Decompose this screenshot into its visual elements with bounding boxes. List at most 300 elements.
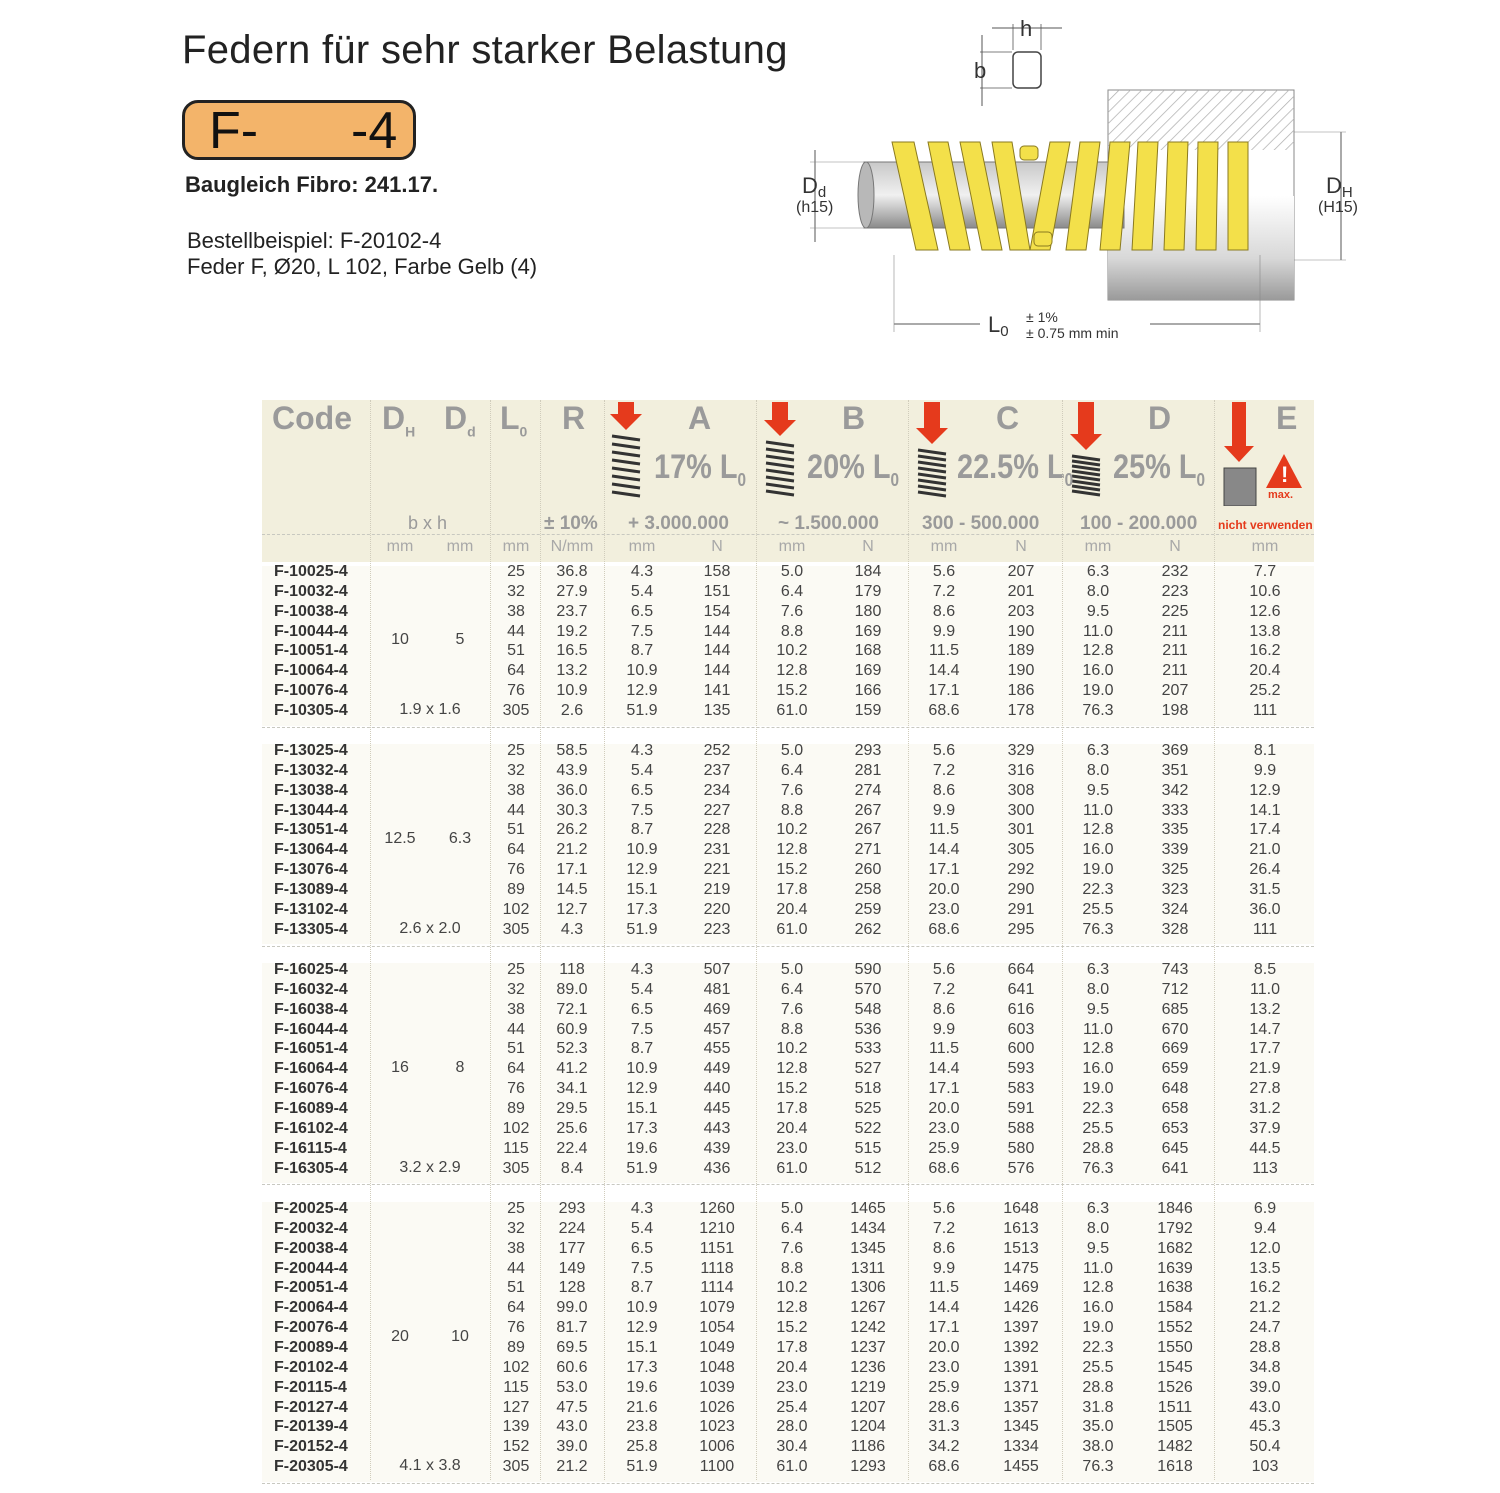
row-cell: 593 xyxy=(1007,1060,1035,1078)
row-cell: 14.5 xyxy=(556,880,588,898)
row-cell: 99.0 xyxy=(556,1299,588,1317)
row-cell: 221 xyxy=(703,861,731,879)
cycles-d: 100 - 200.000 xyxy=(1080,513,1198,534)
row-cell: 19.6 xyxy=(626,1139,658,1157)
table-row xyxy=(262,1298,1314,1318)
row-cell: 23.0 xyxy=(776,1378,808,1396)
row-cell: 1638 xyxy=(1157,1279,1193,1297)
row-cell: 15.1 xyxy=(626,1099,658,1117)
row-cell: 6.5 xyxy=(630,1000,654,1018)
row-cell: 60.9 xyxy=(556,1020,588,1038)
row-cell: 7.2 xyxy=(932,761,956,779)
row-cell: 8.8 xyxy=(780,801,804,819)
row-cell: 469 xyxy=(703,1000,731,1018)
group-dd: 8 xyxy=(455,1059,465,1077)
row-cell: 1682 xyxy=(1157,1239,1193,1257)
svg-text:!: ! xyxy=(1281,462,1289,487)
row-cell: 23.0 xyxy=(776,1139,808,1157)
group-dd: 10 xyxy=(451,1328,469,1346)
row-cell: 1006 xyxy=(699,1438,735,1456)
row-code: F-20064-4 xyxy=(274,1299,348,1317)
row-cell: 1482 xyxy=(1157,1438,1193,1456)
row-cell: 6.5 xyxy=(630,781,654,799)
row-cell: 23.7 xyxy=(556,602,588,620)
table-row xyxy=(262,1119,1314,1139)
row-cell: 32 xyxy=(507,980,525,998)
table-row xyxy=(262,582,1314,602)
row-cell: 51.9 xyxy=(626,1159,658,1177)
row-cell: 34.2 xyxy=(928,1438,960,1456)
row-code: F-10305-4 xyxy=(274,701,348,719)
row-cell: 169 xyxy=(854,622,882,640)
unit-label: mm xyxy=(1084,538,1112,555)
row-cell: 38 xyxy=(507,1239,525,1257)
row-cell: 8.8 xyxy=(780,622,804,640)
row-cell: 6.4 xyxy=(780,1219,804,1237)
row-cell: 1186 xyxy=(850,1438,886,1456)
equivalent-note: Baugleich Fibro: 241.17. xyxy=(185,172,439,197)
row-cell: 8.4 xyxy=(560,1159,584,1177)
row-cell: 645 xyxy=(1161,1139,1189,1157)
row-cell: 31.8 xyxy=(1082,1398,1114,1416)
row-code: F-20127-4 xyxy=(274,1398,348,1416)
row-cell: 16.2 xyxy=(1249,1279,1281,1297)
row-cell: 12.8 xyxy=(1082,821,1114,839)
row-code: F-20115-4 xyxy=(274,1378,347,1396)
row-cell: 12.8 xyxy=(1082,1040,1114,1058)
row-cell: 169 xyxy=(854,662,882,680)
row-cell: 43.0 xyxy=(1249,1398,1281,1416)
row-cell: 1236 xyxy=(850,1358,886,1376)
row-cell: 600 xyxy=(1007,1040,1035,1058)
row-cell: 5.6 xyxy=(932,563,956,580)
row-cell: 4.3 xyxy=(630,563,654,580)
row-cell: 7.2 xyxy=(932,1219,956,1237)
row-cell: 743 xyxy=(1161,961,1189,978)
row-cell: 38 xyxy=(507,781,525,799)
row-cell: 9.4 xyxy=(1253,1219,1277,1237)
row-code: F-20025-4 xyxy=(274,1200,348,1217)
row-cell: 2.6 xyxy=(560,701,584,719)
row-cell: 8.5 xyxy=(1253,961,1277,978)
table-row xyxy=(262,761,1314,781)
row-cell: 13.2 xyxy=(1249,1000,1281,1018)
row-cell: 9.9 xyxy=(932,1020,956,1038)
row-cell: 8.6 xyxy=(932,1000,956,1018)
row-cell: 17.1 xyxy=(556,861,588,879)
row-cell: 293 xyxy=(854,742,882,759)
row-cell: 16.0 xyxy=(1082,1060,1114,1078)
row-cell: 5.4 xyxy=(630,980,654,998)
row-cell: 76 xyxy=(507,861,525,879)
row-cell: 135 xyxy=(703,701,731,719)
row-cell: 8.0 xyxy=(1086,582,1110,600)
unit-label: N xyxy=(1015,538,1027,555)
unit-label: mm xyxy=(386,538,414,555)
row-code: F-16025-4 xyxy=(274,961,348,978)
cycles-c: 300 - 500.000 xyxy=(922,513,1040,534)
row-cell: 308 xyxy=(1007,781,1035,799)
row-code: F-16032-4 xyxy=(274,980,348,998)
row-code: F-13025-4 xyxy=(274,742,348,759)
row-cell: 1023 xyxy=(699,1418,735,1436)
row-cell: 583 xyxy=(1007,1080,1035,1098)
row-cell: 25.8 xyxy=(626,1438,658,1456)
table-row xyxy=(262,661,1314,681)
row-cell: 21.2 xyxy=(1249,1299,1281,1317)
row-code: F-10025-4 xyxy=(274,563,348,580)
cycles-b: ~ 1.500.000 xyxy=(778,513,879,534)
row-cell: 670 xyxy=(1161,1020,1189,1038)
row-cell: 641 xyxy=(1161,1159,1189,1177)
row-cell: 37.9 xyxy=(1249,1119,1281,1137)
row-cell: 69.5 xyxy=(556,1338,588,1356)
row-cell: 22.3 xyxy=(1082,1099,1114,1117)
row-cell: 23.0 xyxy=(928,1358,960,1376)
row-cell: 1584 xyxy=(1157,1299,1193,1317)
row-cell: 333 xyxy=(1161,801,1189,819)
row-cell: 22.3 xyxy=(1082,1338,1114,1356)
row-cell: 34.1 xyxy=(556,1080,588,1098)
bore-diameter-label: DH xyxy=(1326,173,1353,201)
row-cell: 23.8 xyxy=(626,1418,658,1436)
row-cell: 102 xyxy=(502,1119,530,1137)
row-cell: 7.2 xyxy=(932,582,956,600)
row-cell: 12.0 xyxy=(1249,1239,1281,1257)
row-cell: 5.4 xyxy=(630,1219,654,1237)
row-cell: 25.2 xyxy=(1249,682,1281,700)
row-cell: 8.8 xyxy=(780,1020,804,1038)
row-cell: 25.5 xyxy=(1082,900,1114,918)
row-cell: 190 xyxy=(1007,622,1035,640)
row-cell: 34.8 xyxy=(1249,1358,1281,1376)
row-cell: 26.2 xyxy=(556,821,588,839)
row-cell: 223 xyxy=(703,920,731,938)
row-cell: 17.1 xyxy=(928,861,960,879)
row-cell: 14.4 xyxy=(928,1299,960,1317)
row-cell: 35.0 xyxy=(1082,1418,1114,1436)
row-cell: 52.3 xyxy=(556,1040,588,1058)
row-cell: 12.8 xyxy=(776,662,808,680)
col-dd: $D_d$ xyxy=(444,400,476,440)
row-cell: 21.6 xyxy=(626,1398,658,1416)
row-cell: 445 xyxy=(703,1099,731,1117)
group-dh: 20 xyxy=(391,1328,409,1346)
row-cell: 436 xyxy=(703,1159,731,1177)
row-cell: 20.0 xyxy=(928,880,960,898)
row-cell: 68.6 xyxy=(928,1458,960,1476)
row-cell: 211 xyxy=(1162,642,1188,660)
row-cell: 1613 xyxy=(1003,1219,1039,1237)
row-cell: 186 xyxy=(1007,682,1035,700)
row-cell: 51.9 xyxy=(626,701,658,719)
row-cell: 8.0 xyxy=(1086,1219,1110,1237)
row-cell: 20.4 xyxy=(1249,662,1281,680)
row-code: F-20032-4 xyxy=(274,1219,348,1237)
row-cell: 8.7 xyxy=(630,1040,654,1058)
row-cell: 10.2 xyxy=(776,1279,808,1297)
row-cell: 8.0 xyxy=(1086,761,1110,779)
row-cell: 440 xyxy=(703,1080,731,1098)
row-cell: 305 xyxy=(502,920,530,938)
row-cell: 1260 xyxy=(699,1200,735,1217)
bore-tolerance-label: (H15) xyxy=(1318,199,1359,216)
row-cell: 203 xyxy=(1007,602,1035,620)
compression-icon-c xyxy=(914,402,950,502)
row-cell: 16.0 xyxy=(1082,662,1114,680)
row-cell: 17.7 xyxy=(1249,1040,1281,1058)
table-row xyxy=(262,880,1314,900)
row-cell: 290 xyxy=(1007,880,1035,898)
row-cell: 64 xyxy=(507,841,525,859)
row-cell: 17.3 xyxy=(626,900,658,918)
spring-table xyxy=(262,400,1314,1480)
row-cell: 14.7 xyxy=(1249,1020,1281,1038)
row-cell: 4.3 xyxy=(560,920,584,938)
row-cell: 25 xyxy=(507,961,525,978)
row-cell: 1511 xyxy=(1157,1398,1193,1416)
row-cell: 144 xyxy=(703,622,731,640)
row-cell: 6.3 xyxy=(1086,961,1110,978)
row-cell: 61.0 xyxy=(776,920,808,938)
row-cell: 1311 xyxy=(850,1259,886,1277)
row-cell: 15.2 xyxy=(776,682,808,700)
row-cell: 159 xyxy=(854,701,882,719)
row-cell: 72.1 xyxy=(556,1000,588,1018)
row-code: F-10038-4 xyxy=(274,602,348,620)
row-cell: 178 xyxy=(1007,701,1035,719)
row-cell: 8.7 xyxy=(630,1279,654,1297)
row-cell: 1465 xyxy=(850,1200,886,1217)
row-cell: 23.0 xyxy=(928,900,960,918)
row-cell: 329 xyxy=(1007,742,1035,759)
row-cell: 51 xyxy=(507,1279,525,1297)
row-cell: 11.5 xyxy=(929,821,959,839)
row-cell: 19.2 xyxy=(556,622,588,640)
row-cell: 25.5 xyxy=(1082,1358,1114,1376)
row-cell: 43.0 xyxy=(556,1418,588,1436)
row-cell: 58.5 xyxy=(556,742,588,759)
row-cell: 12.9 xyxy=(626,861,658,879)
row-cell: 648 xyxy=(1161,1080,1189,1098)
row-cell: 5.4 xyxy=(630,582,654,600)
row-cell: 32 xyxy=(507,761,525,779)
row-cell: 154 xyxy=(703,602,731,620)
row-cell: 1391 xyxy=(1003,1358,1039,1376)
row-cell: 28.8 xyxy=(1082,1378,1114,1396)
row-cell: 11.0 xyxy=(1083,1259,1113,1277)
row-cell: 102 xyxy=(502,1358,530,1376)
row-cell: 152 xyxy=(502,1438,530,1456)
row-cell: 51 xyxy=(507,1040,525,1058)
row-cell: 7.7 xyxy=(1253,563,1277,580)
row-cell: 68.6 xyxy=(928,1159,960,1177)
row-cell: 20.4 xyxy=(776,900,808,918)
group-wire-section: 3.2 x 2.9 xyxy=(399,1158,461,1176)
row-cell: 25.9 xyxy=(928,1139,960,1157)
row-cell: 1118 xyxy=(700,1259,734,1277)
row-cell: 12.9 xyxy=(626,1080,658,1098)
row-cell: 20.0 xyxy=(928,1099,960,1117)
row-cell: 76 xyxy=(507,682,525,700)
row-cell: 11.0 xyxy=(1083,622,1113,640)
row-cell: 7.5 xyxy=(630,801,654,819)
row-code: F-10064-4 xyxy=(274,662,348,680)
order-example-line2: Feder F, Ø20, L 102, Farbe Gelb (4) xyxy=(187,254,538,279)
table-row xyxy=(262,801,1314,821)
row-code: F-13038-4 xyxy=(274,781,348,799)
rod-diameter-label: Dd xyxy=(802,173,827,201)
row-cell: 10.6 xyxy=(1249,582,1281,600)
row-code: F-10044-4 xyxy=(274,622,348,640)
row-cell: 32 xyxy=(507,582,525,600)
row-cell: 1079 xyxy=(699,1299,735,1317)
row-cell: 19.6 xyxy=(626,1378,658,1396)
row-cell: 25 xyxy=(507,563,525,580)
table-row xyxy=(262,1000,1314,1020)
row-cell: 25 xyxy=(507,742,525,759)
unit-label: mm xyxy=(502,538,530,555)
row-cell: 28.0 xyxy=(776,1418,808,1436)
row-cell: 13.8 xyxy=(1249,622,1281,640)
spring-diagram xyxy=(780,10,1380,340)
compression-icon-d xyxy=(1068,402,1104,502)
unit-label: mm xyxy=(446,538,474,555)
table-row xyxy=(262,1278,1314,1298)
row-cell: 31.5 xyxy=(1249,880,1281,898)
length-tolerance-min: ± 0.75 mm min xyxy=(1026,325,1119,340)
row-code: F-20051-4 xyxy=(274,1279,348,1297)
row-cell: 6.3 xyxy=(1086,1200,1110,1217)
row-cell: 1513 xyxy=(1003,1239,1039,1257)
row-cell: 20.4 xyxy=(776,1119,808,1137)
row-cell: 28.8 xyxy=(1249,1338,1281,1356)
row-cell: 300 xyxy=(1007,801,1035,819)
row-cell: 28.6 xyxy=(928,1398,960,1416)
row-cell: 267 xyxy=(854,801,882,819)
row-cell: 76.3 xyxy=(1082,1458,1114,1476)
r-tolerance: ± 10% xyxy=(544,513,598,534)
row-code: F-16076-4 xyxy=(274,1080,348,1098)
row-cell: 1648 xyxy=(1003,1200,1039,1217)
row-cell: 47.5 xyxy=(556,1398,588,1416)
row-cell: 76.3 xyxy=(1082,1159,1114,1177)
row-cell: 207 xyxy=(1161,682,1189,700)
row-cell: 10.9 xyxy=(626,841,658,859)
row-cell: 41.2 xyxy=(556,1060,588,1078)
table-row xyxy=(262,1079,1314,1099)
row-cell: 190 xyxy=(1007,662,1035,680)
row-cell: 316 xyxy=(1007,761,1035,779)
row-cell: 292 xyxy=(1007,861,1035,879)
row-cell: 180 xyxy=(854,602,882,620)
row-cell: 335 xyxy=(1161,821,1189,839)
col-a: A xyxy=(688,400,712,436)
row-cell: 128 xyxy=(558,1279,586,1297)
row-cell: 234 xyxy=(703,781,731,799)
group-dh: 10 xyxy=(391,631,409,649)
row-cell: 9.9 xyxy=(932,622,956,640)
row-cell: 6.4 xyxy=(780,582,804,600)
row-cell: 25.4 xyxy=(776,1398,808,1416)
row-cell: 6.3 xyxy=(1086,742,1110,759)
row-cell: 228 xyxy=(703,821,731,839)
group-dd: 6.3 xyxy=(448,830,472,848)
row-cell: 25.9 xyxy=(928,1378,960,1396)
row-cell: 64 xyxy=(507,1060,525,1078)
group-wire-section: 1.9 x 1.6 xyxy=(399,700,461,718)
wire-height-label: b xyxy=(974,58,987,83)
row-cell: 653 xyxy=(1161,1119,1189,1137)
col-code: Code xyxy=(272,400,352,436)
row-cell: 1207 xyxy=(850,1398,886,1416)
group-dh: 12.5 xyxy=(384,830,416,848)
row-cell: 198 xyxy=(1161,701,1189,719)
row-cell: 1334 xyxy=(1003,1438,1039,1456)
row-cell: 8.7 xyxy=(630,821,654,839)
row-cell: 21.2 xyxy=(556,841,588,859)
row-cell: 1293 xyxy=(850,1458,886,1476)
row-cell: 685 xyxy=(1161,1000,1189,1018)
row-cell: 1039 xyxy=(699,1378,735,1396)
table-row xyxy=(262,1417,1314,1437)
row-cell: 44.5 xyxy=(1249,1139,1281,1157)
col-r: R xyxy=(562,400,586,436)
row-cell: 15.1 xyxy=(626,1338,658,1356)
row-cell: 76.3 xyxy=(1082,701,1114,719)
row-cell: 51 xyxy=(507,642,525,660)
row-cell: 10.2 xyxy=(776,821,808,839)
row-cell: 570 xyxy=(854,980,882,998)
row-cell: 30.4 xyxy=(776,1438,808,1456)
row-cell: 45.3 xyxy=(1249,1418,1281,1436)
row-cell: 232 xyxy=(1161,563,1189,580)
row-cell: 9.5 xyxy=(1086,1239,1110,1257)
row-code: F-16115-4 xyxy=(274,1139,347,1157)
row-cell: 1100 xyxy=(699,1458,735,1476)
row-cell: 17.3 xyxy=(626,1119,658,1137)
row-cell: 1048 xyxy=(699,1358,735,1376)
e-note: nicht verwenden xyxy=(1218,518,1313,532)
row-cell: 51 xyxy=(507,821,525,839)
row-cell: 12.6 xyxy=(1249,602,1281,620)
row-cell: 36.0 xyxy=(556,781,588,799)
row-cell: 231 xyxy=(703,841,731,859)
row-cell: 262 xyxy=(854,920,882,938)
row-code: F-13102-4 xyxy=(274,900,348,918)
row-cell: 44 xyxy=(507,1020,525,1038)
row-cell: 507 xyxy=(703,961,731,978)
table-row xyxy=(262,1219,1314,1239)
row-cell: 1618 xyxy=(1157,1458,1193,1476)
row-cell: 17.8 xyxy=(776,1338,808,1356)
row-cell: 281 xyxy=(854,761,882,779)
row-cell: 11.5 xyxy=(929,1040,959,1058)
row-code: F-20102-4 xyxy=(274,1358,348,1376)
row-cell: 68.6 xyxy=(928,920,960,938)
row-cell: 223 xyxy=(1161,582,1189,600)
row-cell: 151 xyxy=(703,582,731,600)
row-code: F-13044-4 xyxy=(274,801,348,819)
table-row xyxy=(262,562,1314,582)
row-cell: 525 xyxy=(854,1099,882,1117)
row-cell: 536 xyxy=(854,1020,882,1038)
row-cell: 225 xyxy=(1161,602,1189,620)
row-cell: 664 xyxy=(1007,961,1035,978)
row-cell: 17.1 xyxy=(928,1080,960,1098)
row-cell: 10.9 xyxy=(626,1299,658,1317)
row-cell: 603 xyxy=(1007,1020,1035,1038)
